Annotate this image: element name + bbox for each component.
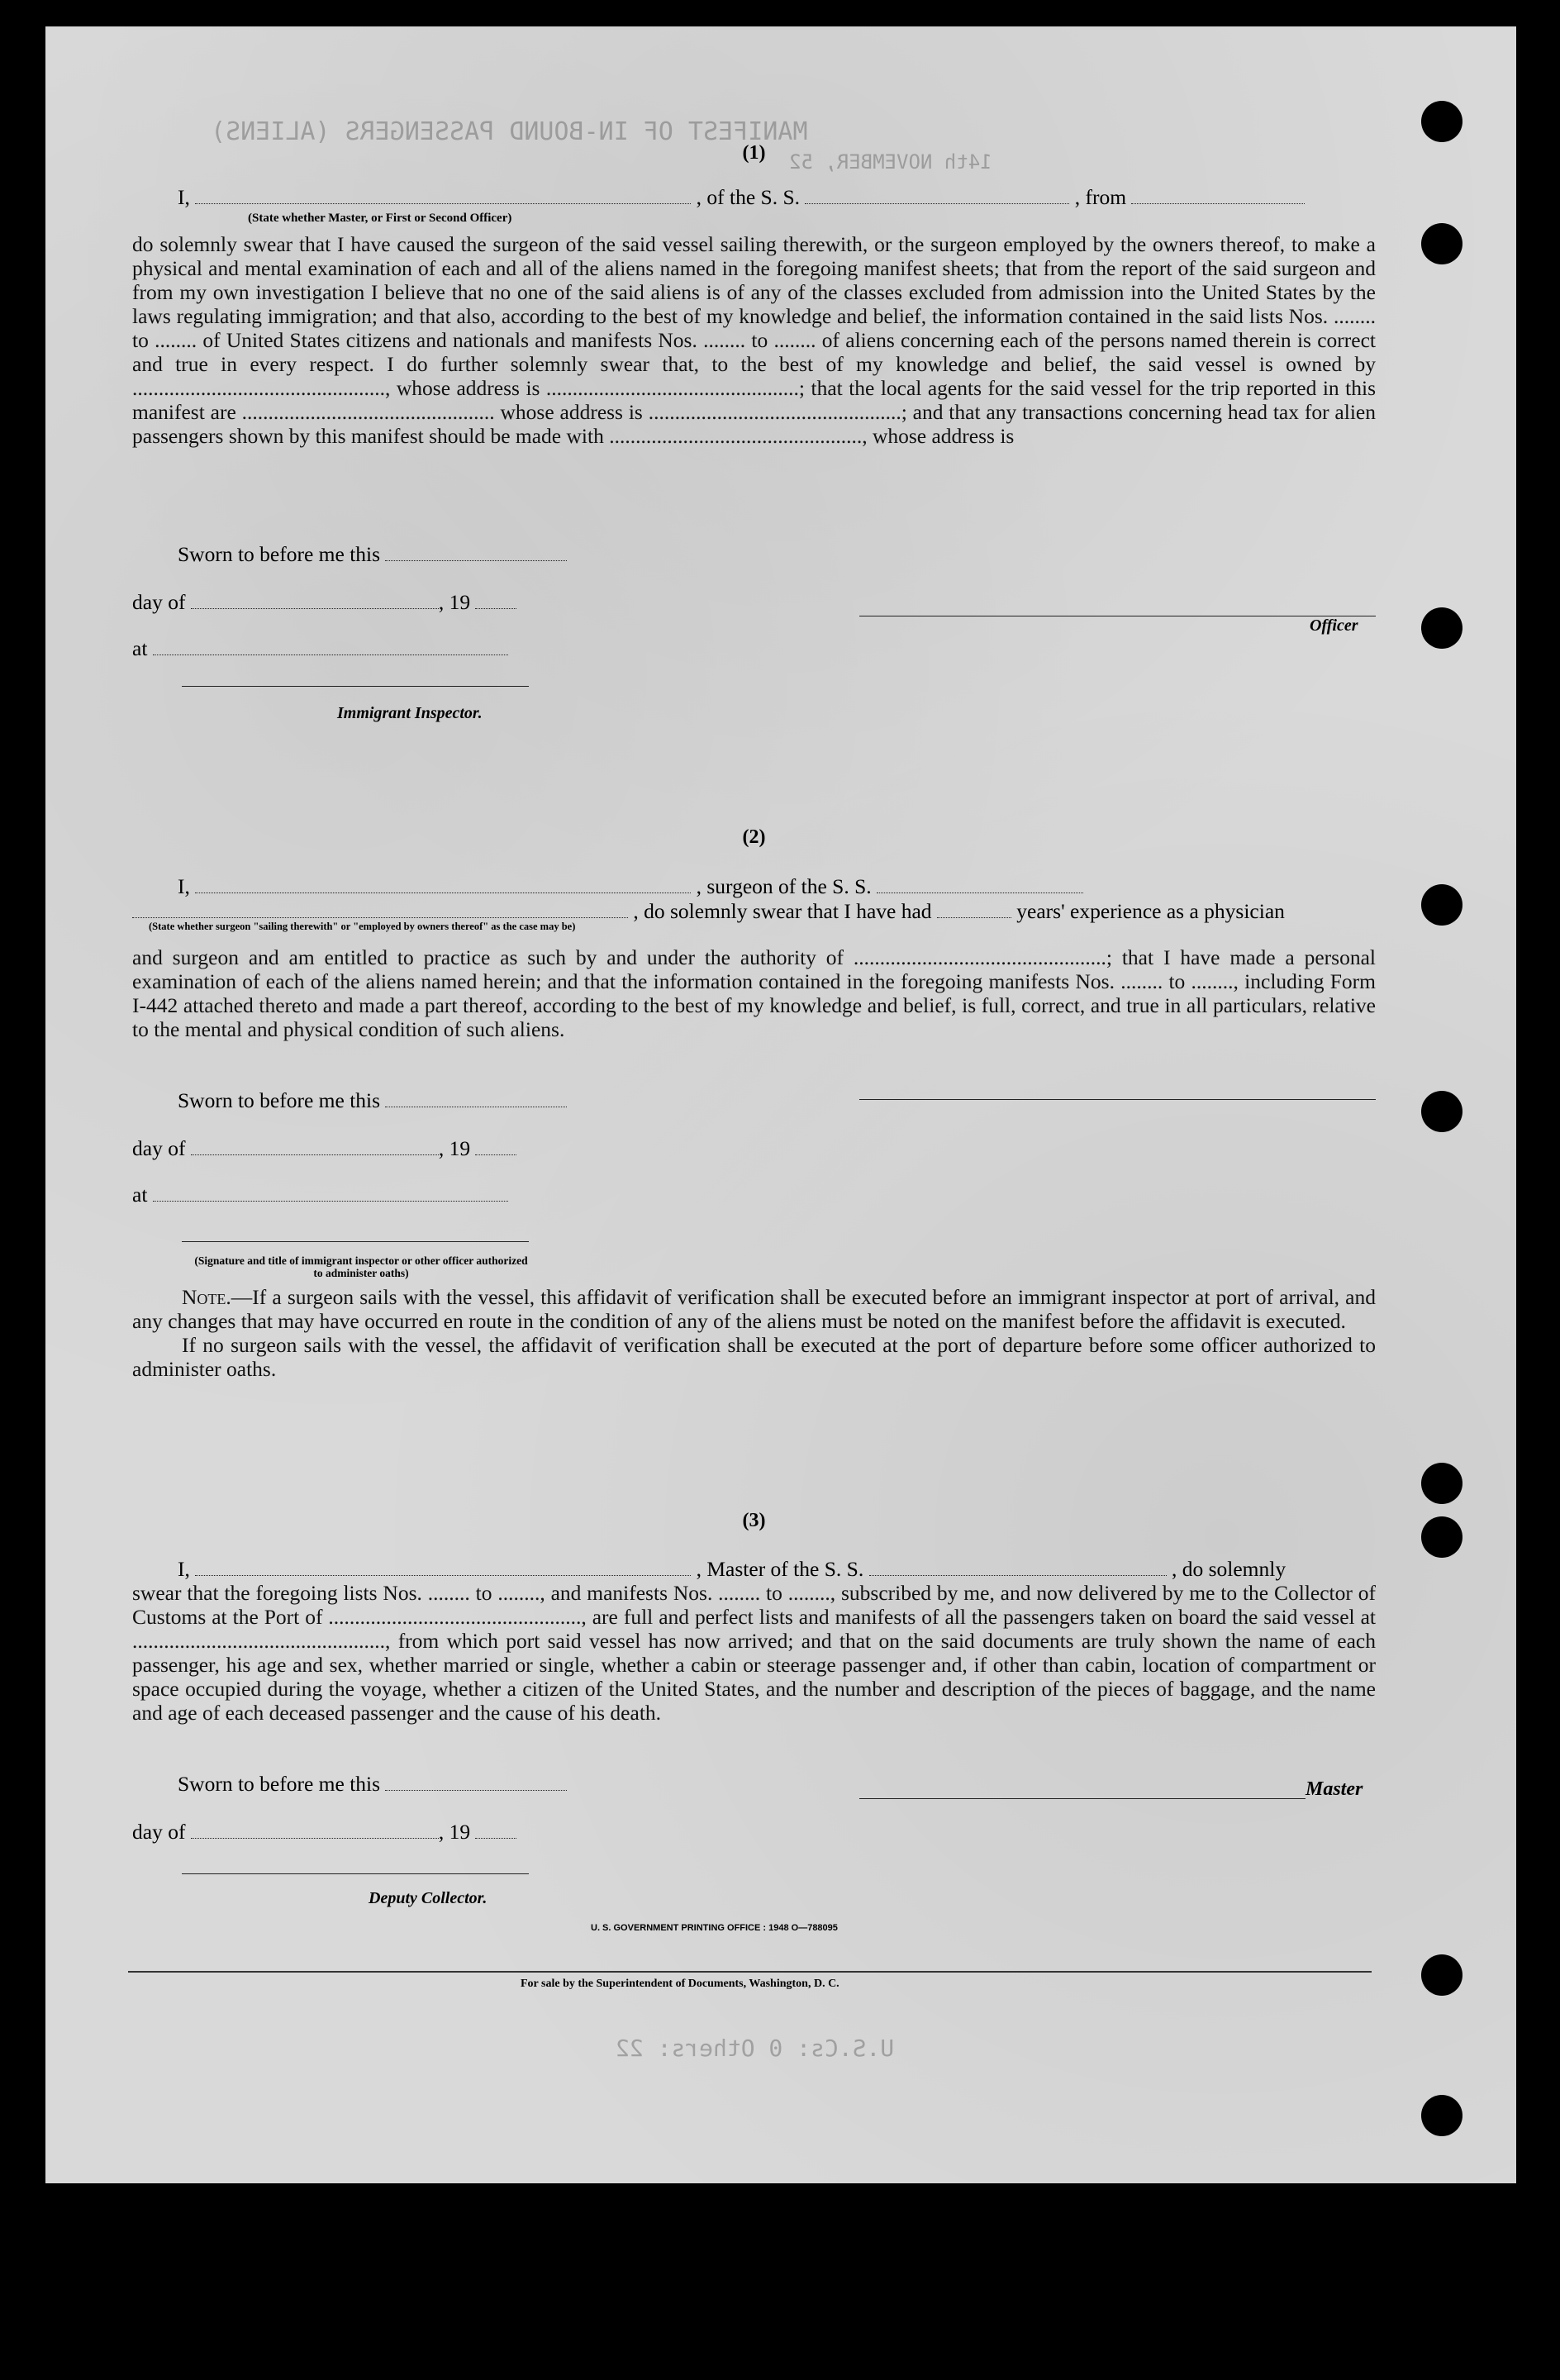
punch-hole [1421, 607, 1462, 649]
label-day-of: day of [132, 1820, 186, 1844]
deputy-signature-line[interactable] [182, 1873, 529, 1874]
at-line-1 [132, 636, 508, 661]
place-field[interactable] [153, 1184, 508, 1202]
deputy-collector-label: Deputy Collector. [369, 1889, 488, 1907]
footer-rule [128, 1971, 1372, 1973]
place-field[interactable] [153, 638, 508, 655]
day-field[interactable] [191, 1821, 439, 1839]
master-name-field[interactable] [195, 1559, 691, 1576]
caption-surgeon-type: (State whether surgeon "sailing therewith" or "employed by owners thereof" as the case may be) [149, 921, 576, 932]
caption-signature-title: (Signature and title of immigrant inspector or other officer authorized to administer oaths) [194, 1254, 528, 1279]
vessel-name-field[interactable] [805, 187, 1069, 204]
note-block [132, 1285, 1376, 1381]
vessel-name-field[interactable] [877, 876, 1083, 893]
from-port-field[interactable] [1131, 187, 1305, 204]
surgeon-line [178, 874, 1376, 899]
label-surgeon-of: , surgeon of the S. S. [696, 874, 872, 898]
label-i: I, [178, 1557, 190, 1581]
sworn-date-field[interactable] [385, 1090, 567, 1107]
sworn-line-1 [178, 542, 567, 567]
day-line-2 [132, 1136, 516, 1161]
label-i: I, [178, 874, 190, 898]
surgeon-signature-line[interactable] [859, 1099, 1376, 1100]
label-sworn: Sworn to before me this [178, 1088, 381, 1112]
printing-office-line: U. S. GOVERNMENT PRINTING OFFICE : 1948 O—788095 [591, 1923, 838, 1933]
vessel-name-field[interactable] [869, 1559, 1167, 1576]
label-year: , 19 [438, 1820, 471, 1844]
note-text: —If a surgeon sails with the vessel, this affidavit of verification shall be executed before an immigrant inspector at port of arrival, and any changes that may have occurred en route in the condition of any of the aliens must be noted on the manifest before the affidavit is executed. [132, 1285, 1376, 1333]
label-day-of: day of [132, 590, 186, 614]
sworn-line-3 [178, 1772, 567, 1797]
master-line [178, 185, 1376, 210]
section-2-body [132, 945, 1376, 1041]
day-line-1 [132, 590, 516, 615]
section-1-body [132, 232, 1376, 448]
surgeon-name-field[interactable] [195, 876, 691, 893]
customs-oath-text: swear that the foregoing lists Nos. ........ to ........, and manifests Nos. ........ to ........, subscribed by me, and now delivered by me to the Collector of Customs at the Port of ................................................, are full and perfect lists and manifests of all the passengers taken on board the said vessel at ................................................, from which port said vessel has now arrived; and that on the said documents are truly shown the name of each passenger, his age and sex, whether married or single, whether a cabin or steerage passenger and, if other than cabin, location of compartment or space occupied during the voyage, whether a citizen of the United States, and the number and description of the pieces of baggage, and the name and age of each deceased passenger and the cause of his death. [132, 1581, 1376, 1725]
bleed-through-date: 14th NOVEMBER, 52 [789, 150, 992, 174]
sworn-line-2 [178, 1088, 567, 1113]
officer-label: Officer [1310, 616, 1358, 635]
label-sworn: Sworn to before me this [178, 542, 381, 566]
caption-master-rank: (State whether Master, or First or Second Officer) [248, 212, 512, 225]
bleed-through-totals: U.S.Cs: 0 Others: 22 [616, 2035, 895, 2062]
day-field[interactable] [191, 1138, 439, 1155]
sworn-date-field[interactable] [385, 1773, 567, 1791]
year-field[interactable] [475, 592, 516, 609]
sworn-date-field[interactable] [385, 544, 567, 561]
label-sworn: Sworn to before me this [178, 1772, 381, 1796]
master-label: Master [1306, 1778, 1363, 1800]
for-sale-notice: For sale by the Superintendent of Documents, Washington, D. C. [521, 1978, 839, 1990]
master-signature-line[interactable] [859, 1798, 1306, 1799]
inspector-label: Immigrant Inspector. [337, 704, 483, 722]
surgeon-type-field[interactable] [132, 901, 628, 918]
section-3-number: (3) [742, 1510, 766, 1531]
year-field[interactable] [475, 1138, 516, 1155]
label-years-experience: years' experience as a physician [1016, 899, 1285, 923]
punch-hole [1421, 223, 1462, 264]
at-line-2 [132, 1183, 508, 1207]
surgeon-oath-text: and surgeon and am entitled to practice as such by and under the authority of ................................................; that I have made a personal examination of each of the aliens named herein; and that the information contained in the foregoing manifests Nos. ........ to ........, including Form I-442 attached thereto and made a part thereof, according to the best of my knowledge and belief, is full, correct, and true in all particulars, relative to the mental and physical condition of such aliens. [132, 945, 1376, 1041]
bleed-through-header: MANIFEST OF IN-BOUND PASSENGERS (ALIENS) [211, 117, 808, 146]
label-i: I, [178, 185, 190, 209]
punch-hole [1421, 1954, 1462, 1996]
punch-hole [1421, 1091, 1462, 1132]
label-master-of: , Master of the S. S. [696, 1557, 864, 1581]
punch-hole [1421, 2095, 1462, 2136]
label-from: , from [1074, 185, 1127, 209]
section-2-number: (2) [742, 826, 766, 848]
years-field[interactable] [937, 901, 1011, 918]
punch-hole [1421, 101, 1462, 142]
inspector-signature-line[interactable] [182, 686, 529, 687]
label-of-ss: , of the S. S. [696, 185, 801, 209]
day-field[interactable] [191, 592, 439, 609]
punch-hole [1421, 884, 1462, 926]
label-year: , 19 [438, 1136, 471, 1160]
label-year: , 19 [438, 590, 471, 614]
section-1-number: (1) [742, 142, 766, 164]
punch-hole [1421, 1516, 1462, 1558]
punch-hole [1421, 1463, 1462, 1504]
note-text-2: If no surgeon sails with the vessel, the affidavit of verification shall be executed at the port of departure before some officer authorized to administer oaths. [132, 1333, 1376, 1381]
label-at: at [132, 1183, 148, 1207]
note-label: Note. [182, 1285, 231, 1309]
oath-text: do solemnly swear that I have caused the surgeon of the said vessel sailing therewith, or the surgeon employed by the owners thereof, to make a physical and mental examination of each and all of the aliens named in the foregoing manifest sheets; that from the report of the said surgeon and from my own investigation I believe that no one of the said aliens is of any of the classes excluded from admission into the United States by the laws regulating immigration; and that also, according to the best of my knowledge and belief, the information contained in the said lists Nos. ........ to ........ of United States citizens and nationals and manifests Nos. ........ to ........ of aliens concerning each of the persons named therein is correct and true in every respect. I do further solemnly swear that, to the best of my knowledge and belief, the said vessel is owned by ................................................, whose address is ................................................; that the local agents for the said vessel for the trip reported in this manifest are ................................................ whose address is ................................................; and that any transactions concerning head tax for alien passengers shown by this manifest should be made with ................................................, whose address is [132, 232, 1376, 448]
year-field[interactable] [475, 1821, 516, 1839]
label-day-of: day of [132, 1136, 186, 1160]
label-at: at [132, 636, 148, 660]
day-line-3 [132, 1820, 516, 1844]
master-line-3 [178, 1557, 1376, 1582]
master-name-field[interactable] [195, 187, 691, 204]
section-3-body [132, 1581, 1376, 1725]
inspector-signature-line-2[interactable] [182, 1241, 529, 1242]
label-do-swear: , do solemnly swear that I have had [633, 899, 932, 923]
label-do-solemnly: , do solemnly [1171, 1557, 1287, 1581]
